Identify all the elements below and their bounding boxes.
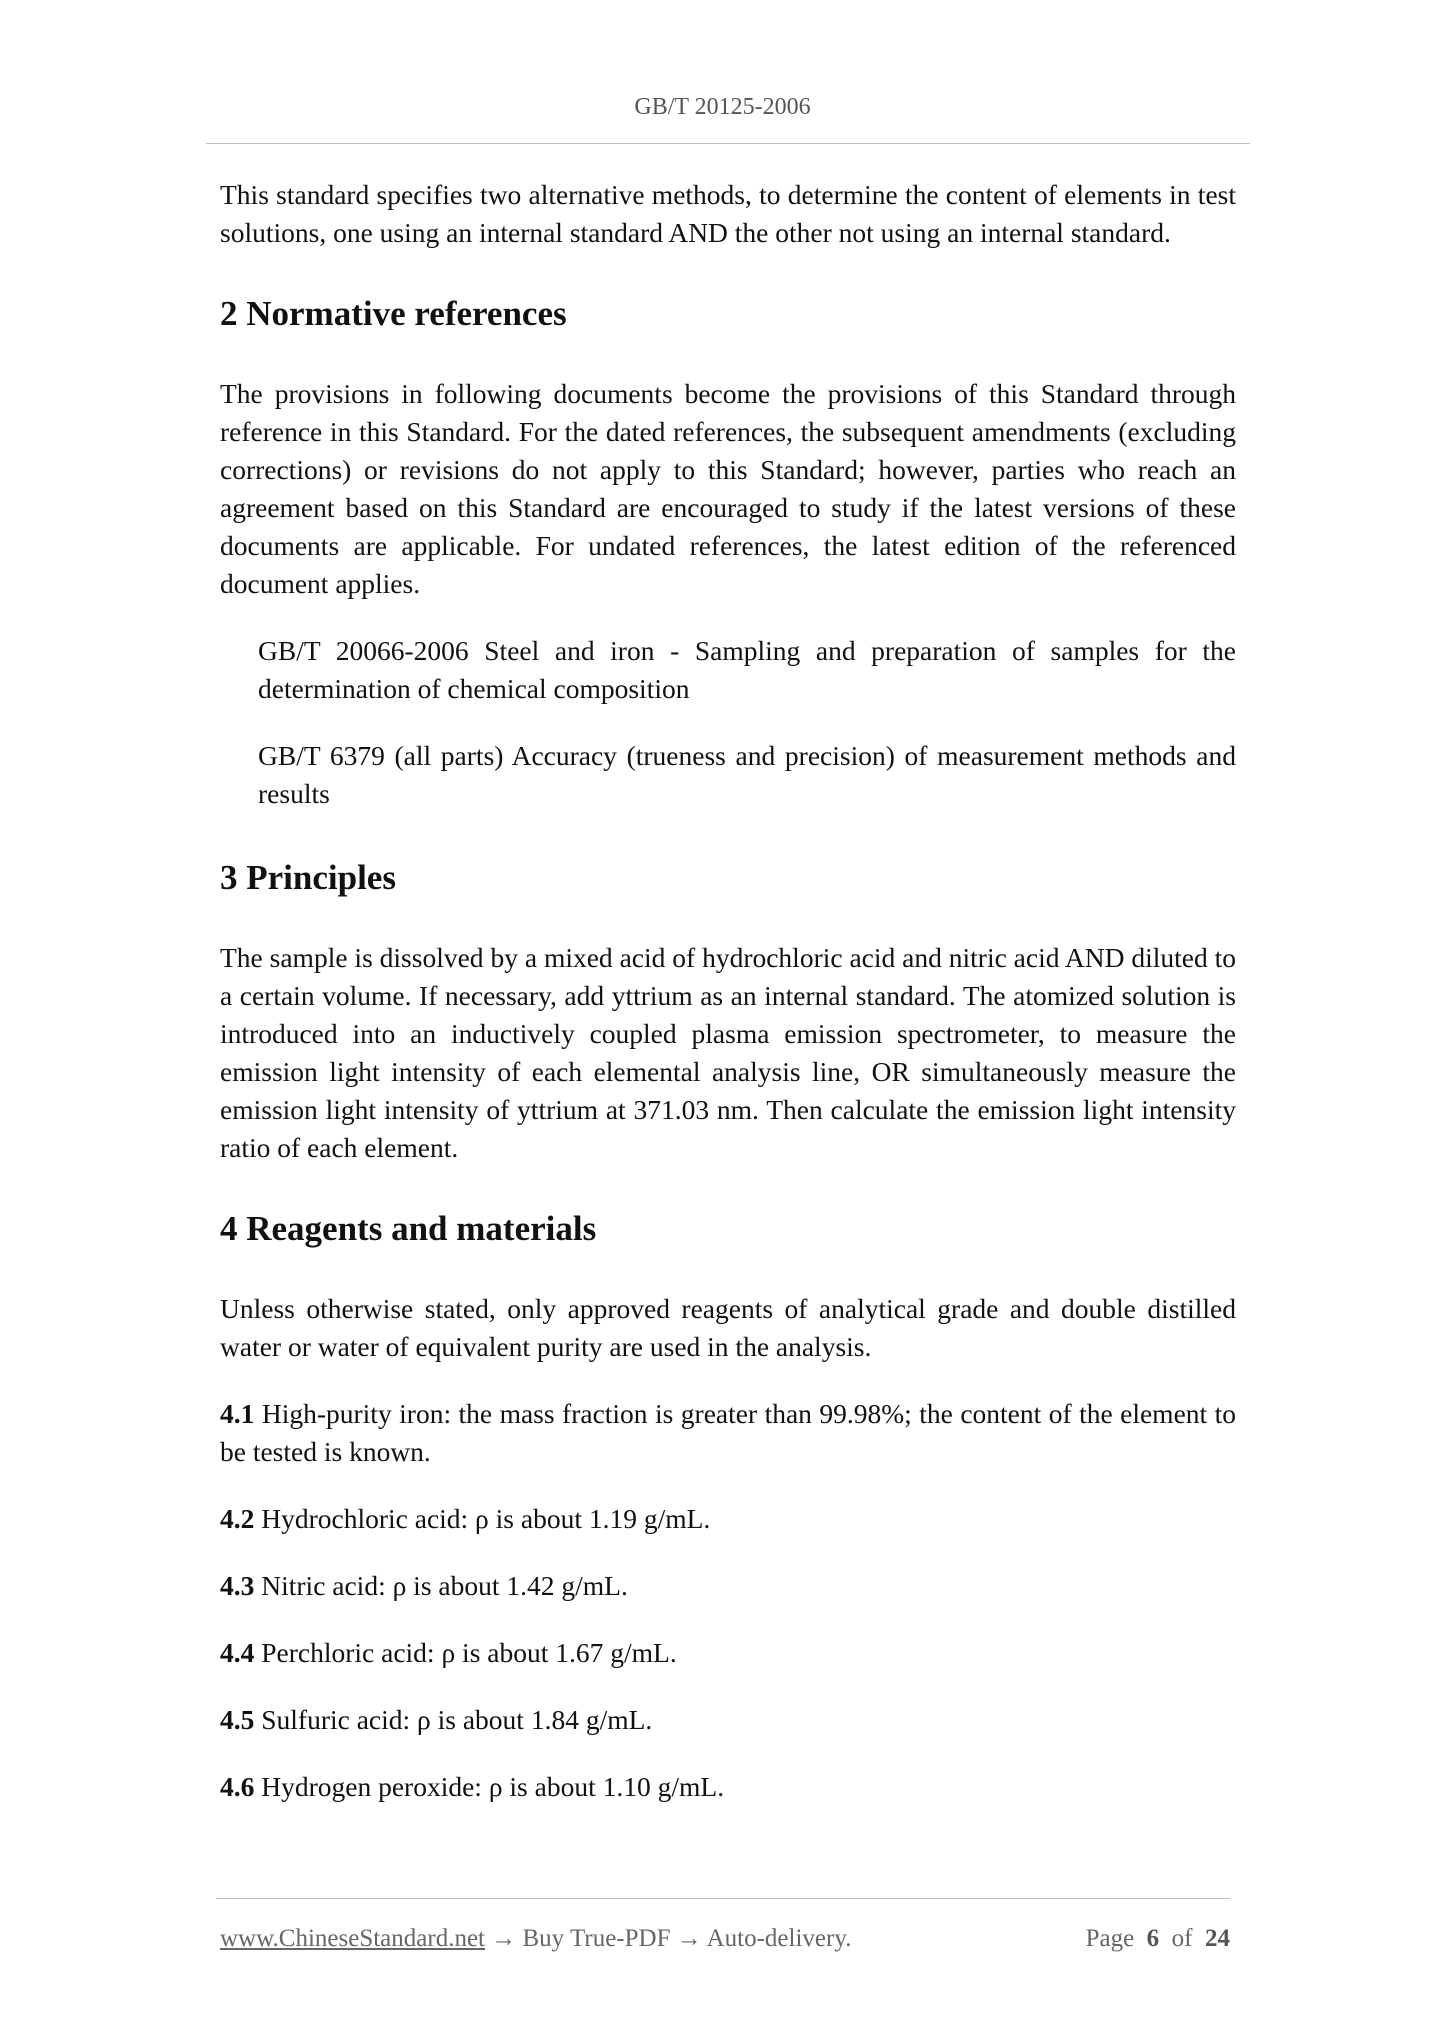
arrow-right-icon: → <box>491 1925 517 1952</box>
reagent-text: Nitric acid: ρ is about 1.42 g/mL. <box>261 1570 628 1601</box>
delivery-text: Auto-delivery. <box>706 1925 852 1952</box>
reagent-item <box>220 1701 1236 1739</box>
section-4-body: Unless otherwise stated, only approved reagents of analytical grade and double distilled water or water of equivalent purity are used in the analysis. <box>220 1293 1236 1362</box>
page-content <box>220 176 1236 1806</box>
normative-reference-item: GB/T 20066-2006 Steel and iron - Sampling and preparation of samples for the determination of chemical composition <box>258 635 1236 704</box>
intro-paragraph: This standard specifies two alternative methods, to determine the content of elements in test solutions, one using an internal standard AND the other not using an internal standard. <box>220 179 1236 248</box>
page-total: 24 <box>1205 1925 1230 1952</box>
reagent-item <box>220 1395 1236 1471</box>
footer-promo <box>220 1925 851 1953</box>
section-3-heading: 3 Principles <box>220 858 396 897</box>
footer-divider <box>216 1898 1230 1899</box>
reagent-number: 4.5 <box>220 1704 255 1735</box>
normative-reference-item: GB/T 6379 (all parts) Accuracy (trueness and precision) of measurement methods and results <box>258 740 1236 809</box>
reagent-item <box>220 1634 1236 1672</box>
header-divider <box>206 143 1250 144</box>
reagent-number: 4.6 <box>220 1771 255 1802</box>
website-link[interactable]: www.ChineseStandard.net <box>220 1925 485 1952</box>
reagent-text: High-purity iron: the mass fraction is greater than 99.98%; the content of the element to be tested is known. <box>220 1398 1237 1467</box>
reagent-number: 4.2 <box>220 1503 255 1534</box>
reagent-text: Hydrochloric acid: ρ is about 1.19 g/mL. <box>261 1503 711 1534</box>
reagent-number: 4.1 <box>220 1398 255 1429</box>
section-2-body: The provisions in following documents become the provisions of this Standard through reference in this Standard. For the dated references, the subsequent amendments (excluding corrections) or revisions do not apply to this Standard; however, parties who reach an agreement based on this Standard are encouraged to study if the latest versions of these documents are applicable. For undated references, the latest edition of the referenced document applies. <box>220 378 1236 599</box>
reagent-number: 4.3 <box>220 1570 255 1601</box>
page-number <box>1086 1925 1230 1953</box>
reagent-item <box>220 1500 1236 1538</box>
reagent-item <box>220 1567 1236 1605</box>
reagent-text: Sulfuric acid: ρ is about 1.84 g/mL. <box>261 1704 653 1735</box>
buy-text: Buy True-PDF <box>522 1925 671 1952</box>
section-3-body: The sample is dissolved by a mixed acid of hydrochloric acid and nitric acid AND diluted to a certain volume. If necessary, add yttrium as an internal standard. The atomized solution is introduced into an inductively coupled plasma emission spectrometer, to measure the emission light intensity of each elemental analysis line, OR simultaneously measure the emission light intensity of yttrium at 371.03 nm. Then calculate the emission light intensity ratio of each element. <box>220 942 1236 1163</box>
section-2-heading: 2 Normative references <box>220 294 567 333</box>
page-footer <box>220 1925 1230 1953</box>
page-of: of <box>1171 1925 1193 1952</box>
reagent-text: Perchloric acid: ρ is about 1.67 g/mL. <box>261 1637 677 1668</box>
reagent-text: Hydrogen peroxide: ρ is about 1.10 g/mL. <box>261 1771 725 1802</box>
section-4-heading: 4 Reagents and materials <box>220 1209 597 1248</box>
document-header: GB/T 20125-2006 <box>634 94 811 120</box>
page-label: Page <box>1085 1925 1135 1952</box>
reagent-number: 4.4 <box>220 1637 255 1668</box>
reagent-item <box>220 1768 1236 1806</box>
page-current: 6 <box>1146 1925 1160 1952</box>
arrow-right-icon: → <box>676 1925 702 1952</box>
